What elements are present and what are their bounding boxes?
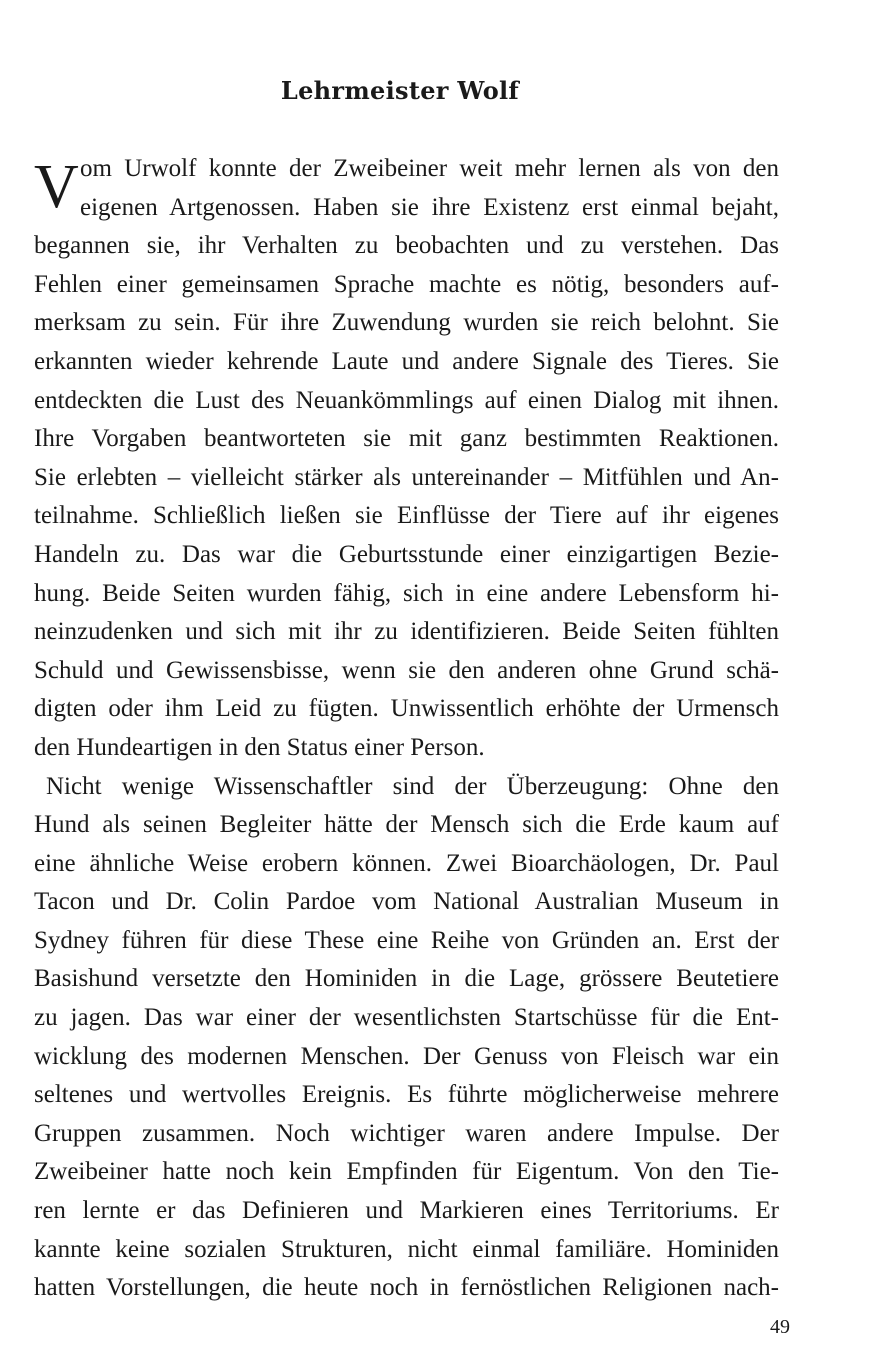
text-line: Sydney führen für diese These eine Reihe von Gründen an. Erst der	[34, 926, 779, 954]
text-line: merksam zu sein. Für ihre Zuwendung wurden sie reich belohnt. Sie	[34, 309, 779, 337]
text-line: Gruppen zusammen. Noch wichtiger waren andere Impulse. Der	[34, 1119, 779, 1147]
text-line: Zweibeiner hatte noch kein Empfinden für Eigentum. Von den Tie-	[34, 1158, 779, 1186]
text-line: neinzudenken und sich mit ihr zu identifizieren. Beide Seiten fühlten	[34, 618, 779, 646]
text-line: Tacon und Dr. Colin Pardoe vom National Australian Museum in	[34, 888, 779, 916]
page-number: 49	[770, 1316, 790, 1338]
text-line: entdeckten die Lust des Neuankömmlings auf einen Dialog mit ihnen.	[34, 386, 779, 414]
paragraph-1	[34, 150, 779, 768]
text-line: den Hundeartigen in den Status einer Person.	[34, 733, 485, 761]
paragraph-2	[34, 768, 779, 1308]
text-line: wicklung des modernen Menschen. Der Genuss von Fleisch war ein	[34, 1042, 779, 1070]
text-line: Ihre Vorgaben beantworteten sie mit ganz bestimmten Reaktionen.	[34, 425, 779, 453]
body-text	[34, 150, 779, 1308]
text-line: erkannten wieder kehrende Laute und andere Signale des Tieres. Sie	[34, 347, 779, 375]
text-line: seltenes und wertvolles Ereignis. Es führte möglicherweise mehrere	[34, 1081, 779, 1109]
text-line: Sie erlebten – vielleicht stärker als untereinander – Mitfühlen und An-	[34, 463, 779, 491]
text-line: Handeln zu. Das war die Geburtsstunde einer einzigartigen Bezie-	[34, 540, 779, 568]
text-line: kannte keine sozialen Strukturen, nicht einmal familiäre. Hominiden	[34, 1235, 779, 1263]
text-line: om Urwolf konnte der Zweibeiner weit mehr lernen als von den	[80, 155, 779, 182]
text-line: Hund als seinen Begleiter hätte der Mensch sich die Erde kaum auf	[34, 811, 779, 839]
text-line: teilnahme. Schließlich ließen sie Einflüsse der Tiere auf ihr eigenes	[34, 502, 779, 530]
drop-cap: V	[34, 153, 79, 221]
text-line: Nicht wenige Wissenschaftler sind der Überzeugung: Ohne den	[46, 772, 779, 800]
text-line: zu jagen. Das war einer der wesentlichsten Startschüsse für die Ent-	[34, 1004, 779, 1032]
text-line: Schuld und Gewissensbisse, wenn sie den anderen ohne Grund schä-	[34, 656, 779, 684]
text-line: ren lernte er das Definieren und Markieren eines Territoriums. Er	[34, 1197, 779, 1225]
text-line: eigenen Artgenossen. Haben sie ihre Existenz erst einmal bejaht,	[80, 193, 779, 221]
text-line: digten oder ihm Leid zu fügten. Unwissentlich erhöhte der Urmensch	[34, 695, 779, 723]
text-line: eine ähnliche Weise erobern können. Zwei Bioarchäologen, Dr. Paul	[34, 849, 779, 877]
chapter-title: Lehrmeister Wolf	[280, 76, 520, 105]
text-line: begannen sie, ihr Verhalten zu beobachten und zu verstehen. Das	[34, 232, 779, 260]
text-line: Basishund versetzte den Hominiden in die Lage, grössere Beutetiere	[34, 965, 779, 993]
text-line: hung. Beide Seiten wurden fähig, sich in eine andere Lebensform hi-	[34, 579, 779, 607]
text-line: hatten Vorstellungen, die heute noch in fernöstlichen Religionen nach-	[34, 1274, 779, 1302]
text-line: Fehlen einer gemeinsamen Sprache machte es nötig, besonders auf-	[34, 270, 779, 298]
